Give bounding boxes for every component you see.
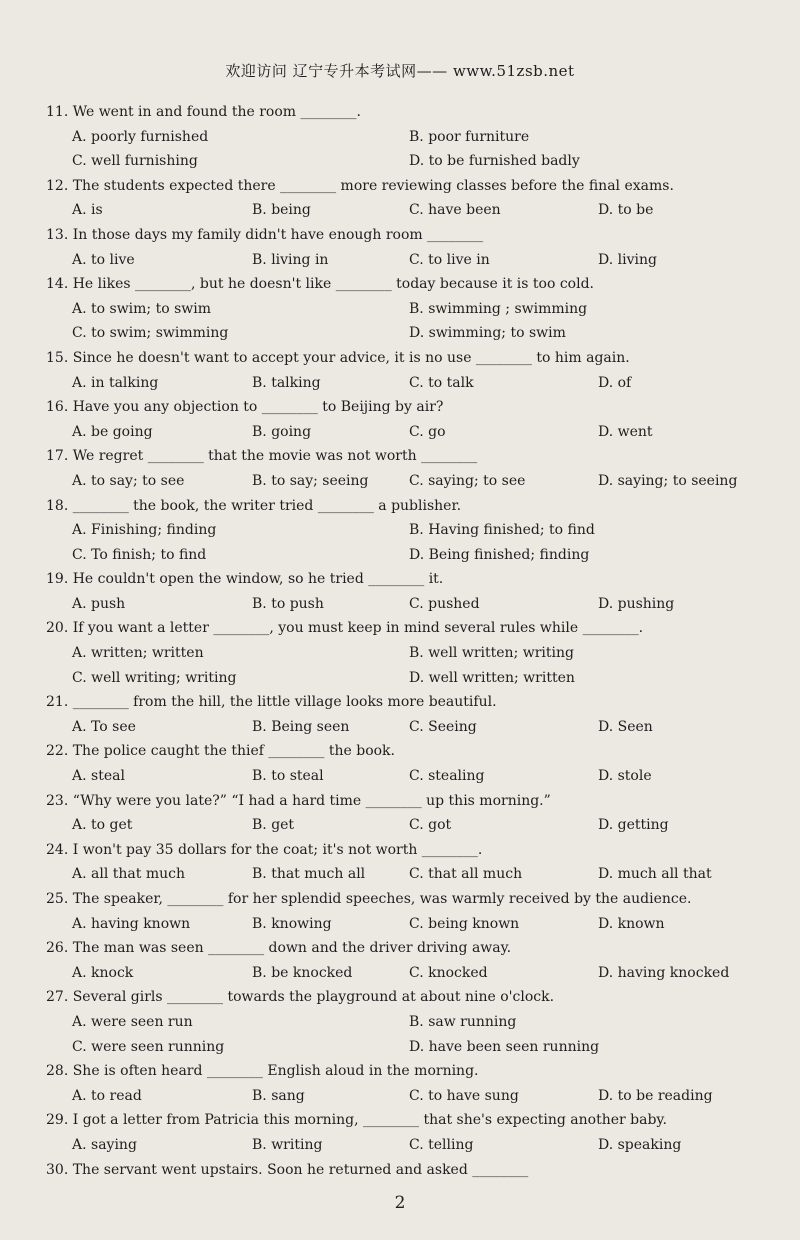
answer-option: B. poor furniture — [409, 128, 530, 145]
question-list — [46, 100, 786, 1182]
option-row — [46, 764, 786, 789]
question-item — [46, 494, 786, 568]
option-row — [46, 248, 786, 273]
answer-option: B. that much all — [252, 866, 366, 883]
question-stem: 30. The servant went upstairs. Soon he returned and asked ________ — [46, 1161, 529, 1178]
answer-option: B. Having finished; to find — [409, 522, 595, 539]
answer-option: A. to live — [72, 251, 135, 268]
answer-option: A. having known — [72, 915, 191, 932]
answer-option: C. to have sung — [409, 1087, 519, 1104]
answer-option: C. were seen running — [72, 1038, 225, 1055]
question-item — [46, 567, 786, 616]
answer-option: C. go — [409, 423, 446, 440]
answer-option: D. pushing — [598, 595, 675, 612]
option-row — [46, 961, 786, 986]
option-row — [46, 912, 786, 937]
answer-option: D. Being finished; finding — [409, 546, 590, 563]
answer-option: C. have been — [409, 202, 501, 219]
option-row — [46, 321, 786, 346]
page-number: 2 — [394, 1193, 406, 1213]
answer-option: D. to be furnished badly — [409, 153, 580, 170]
question-stem: 21. ________ from the hill, the little village looks more beautiful. — [46, 694, 497, 711]
question-stem: 14. He likes ________, but he doesn't like ________ today because it is too cold. — [46, 276, 595, 293]
option-row — [46, 125, 786, 150]
answer-option: D. Seen — [598, 718, 653, 735]
question-stem: 25. The speaker, ________ for her splendid speeches, was warmly received by the audience. — [46, 891, 692, 907]
question-item — [46, 100, 786, 174]
question-stem: 26. The man was seen ________ down and the driver driving away. — [46, 940, 512, 957]
answer-option: B. sang — [252, 1087, 305, 1104]
answer-option: A. poorly furnished — [72, 128, 209, 145]
answer-option: C. well writing; writing — [72, 669, 237, 686]
option-row — [46, 198, 786, 223]
answer-option: C. to swim; swimming — [72, 325, 229, 342]
option-row — [46, 297, 786, 322]
question-stem: 19. He couldn't open the window, so he tried ________ it. — [46, 571, 444, 588]
question-stem: 29. I got a letter from Patricia this morning, ________ that she's expecting another baby. — [46, 1112, 667, 1129]
answer-option: A. steal — [72, 768, 125, 785]
question-item — [46, 1059, 786, 1108]
question-stem: 17. We regret ________ that the movie was not worth ________ — [46, 448, 478, 465]
answer-option: D. stole — [598, 768, 652, 785]
answer-option: D. saying; to seeing — [598, 472, 738, 489]
question-item — [46, 1158, 786, 1183]
option-row — [46, 371, 786, 396]
answer-option: B. talking — [252, 374, 321, 391]
answer-option: A. to swim; to swim — [72, 300, 212, 317]
page-header: 欢迎访问 辽宁专升本考试网—— www.51zsb.net — [225, 62, 575, 80]
answer-option: B. knowing — [252, 915, 332, 932]
answer-option: A. to say; to see — [72, 472, 185, 489]
answer-option: B. to say; seeing — [252, 472, 369, 489]
question-stem: 12. The students expected there ________ more reviewing classes before the final exams. — [46, 177, 674, 194]
answer-option: A. in talking — [72, 374, 159, 391]
question-stem: 16. Have you any objection to ________ to Beijing by air? — [46, 399, 444, 416]
option-row — [46, 149, 786, 174]
answer-option: C. to live in — [409, 251, 490, 268]
answer-option: D. speaking — [598, 1136, 682, 1153]
question-stem: 24. I won't pay 35 dollars for the coat; it's not worth ________. — [46, 841, 483, 858]
question-item — [46, 739, 786, 788]
question-stem: 28. She is often heard ________ English aloud in the morning. — [46, 1063, 479, 1080]
answer-option: D. much all that — [598, 866, 712, 883]
answer-option: A. Finishing; finding — [72, 522, 217, 539]
answer-option: D. known — [598, 915, 665, 932]
question-item — [46, 223, 786, 272]
answer-option: A. to read — [72, 1087, 142, 1104]
answer-option: C. saying; to see — [409, 472, 526, 489]
answer-option: D. of — [598, 374, 632, 391]
option-row — [46, 641, 786, 666]
question-stem: 13. In those days my family didn't have enough room ________ — [46, 226, 484, 243]
answer-option: A. saying — [72, 1136, 137, 1153]
question-item — [46, 1108, 786, 1157]
question-stem: 27. Several girls ________ towards the playground at about nine o'clock. — [46, 989, 555, 1006]
answer-option: C. knocked — [409, 964, 488, 981]
answer-option: D. getting — [598, 817, 669, 834]
answer-option: A. to get — [72, 817, 133, 834]
answer-option: A. be going — [72, 423, 153, 440]
question-item — [46, 985, 786, 1059]
option-row — [46, 1010, 786, 1035]
answer-option: D. having knocked — [598, 964, 730, 981]
answer-option: B. swimming ; swimming — [409, 300, 588, 317]
option-row — [46, 1084, 786, 1109]
answer-option: B. writing — [252, 1136, 323, 1153]
question-stem: 22. The police caught the thief ________ the book. — [46, 743, 395, 760]
answer-option: D. have been seen running — [409, 1038, 600, 1055]
answer-option: B. being — [252, 202, 311, 219]
option-row — [46, 1133, 786, 1158]
answer-option: A. all that much — [72, 866, 185, 883]
answer-option: D. swimming; to swim — [409, 325, 566, 342]
answer-option: B. Being seen — [252, 718, 350, 735]
question-item — [46, 887, 786, 936]
question-item — [46, 936, 786, 985]
option-row — [46, 666, 786, 691]
answer-option: C. stealing — [409, 768, 485, 785]
question-item — [46, 174, 786, 223]
question-item — [46, 690, 786, 739]
question-stem: 20. If you want a letter ________, you must keep in mind several rules while ________. — [46, 620, 644, 637]
answer-option: B. to steal — [252, 768, 324, 785]
answer-option: D. well written; written — [409, 669, 575, 686]
option-row — [46, 813, 786, 838]
answer-option: D. went — [598, 423, 653, 440]
answer-option: C. To finish; to find — [72, 546, 207, 563]
answer-option: C. being known — [409, 915, 520, 932]
answer-option: C. to talk — [409, 374, 474, 391]
answer-option: C. telling — [409, 1136, 474, 1153]
option-row — [46, 1035, 786, 1060]
question-stem: 15. Since he doesn't want to accept your advice, it is no use ________ to him again. — [46, 349, 630, 366]
option-row — [46, 592, 786, 617]
answer-option: C. Seeing — [409, 718, 477, 735]
option-row — [46, 862, 786, 887]
option-row — [46, 543, 786, 568]
answer-option: B. living in — [252, 251, 329, 268]
question-item — [46, 789, 786, 838]
answer-option: A. written; written — [72, 645, 204, 662]
question-item — [46, 346, 786, 395]
option-row — [46, 518, 786, 543]
answer-option: A. is — [72, 202, 103, 219]
question-item — [46, 616, 786, 690]
answer-option: C. well furnishing — [72, 153, 198, 170]
answer-option: A. were seen run — [72, 1013, 193, 1030]
answer-option: A. knock — [72, 964, 134, 981]
answer-option: C. that all much — [409, 866, 523, 883]
question-item — [46, 395, 786, 444]
answer-option: C. pushed — [409, 595, 480, 612]
answer-option: A. To see — [72, 718, 136, 735]
answer-option: B. be knocked — [252, 964, 353, 981]
option-row — [46, 715, 786, 740]
answer-option: B. to push — [252, 595, 324, 612]
question-item — [46, 444, 786, 493]
answer-option: B. get — [252, 817, 295, 834]
answer-option: B. saw running — [409, 1013, 517, 1030]
answer-option: B. going — [252, 423, 312, 440]
answer-option: D. to be reading — [598, 1087, 713, 1104]
question-stem: 23. “Why were you late?” “I had a hard time ________ up this morning.” — [46, 792, 551, 809]
answer-option: C. got — [409, 817, 452, 834]
question-stem: 11. We went in and found the room ________. — [46, 104, 361, 120]
option-row — [46, 469, 786, 494]
answer-option: A. push — [72, 595, 126, 612]
option-row — [46, 420, 786, 445]
answer-option: D. living — [598, 251, 657, 268]
answer-option: B. well written; writing — [409, 645, 574, 662]
answer-option: D. to be — [598, 202, 654, 219]
question-item — [46, 272, 786, 346]
question-stem: 18. ________ the book, the writer tried ________ a publisher. — [46, 497, 462, 514]
question-item — [46, 838, 786, 887]
